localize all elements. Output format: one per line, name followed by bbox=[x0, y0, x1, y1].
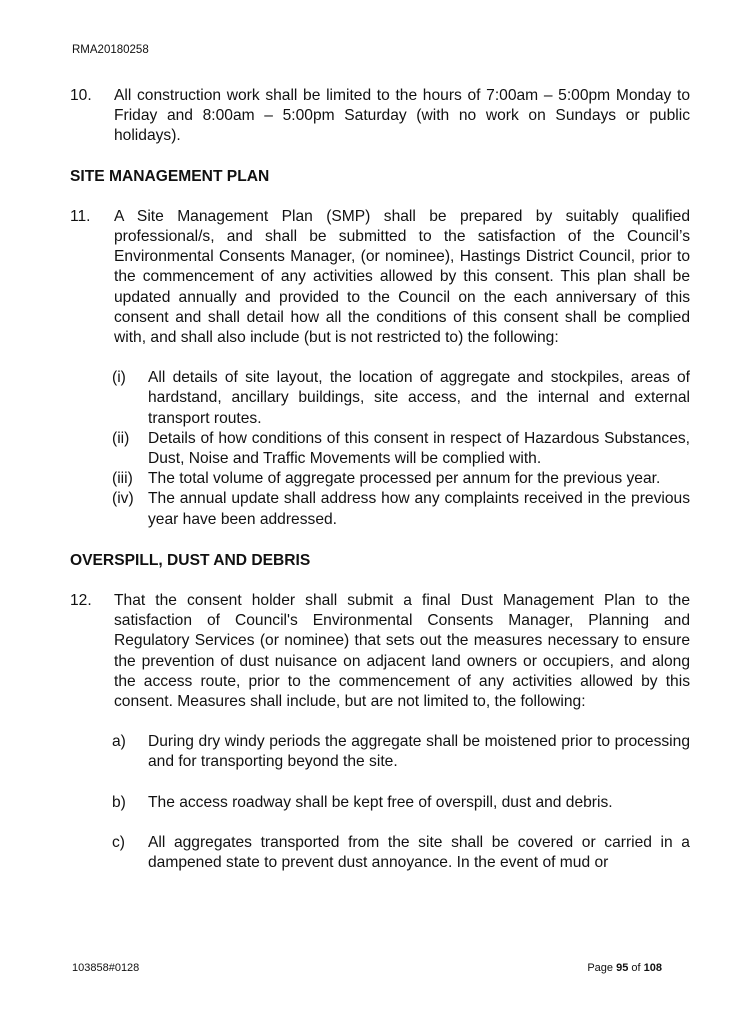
list-item-text: All details of site layout, the location of aggregate and stockpiles, areas of hardstand, ancillary buildings, site access, and the internal and external transport routes. bbox=[148, 369, 690, 427]
list-item-text: All aggregates transported from the site shall be covered or carried in a dampened state to prevent dust annoyance. In the event of mud or bbox=[148, 833, 690, 872]
list-item-text: The access roadway shall be kept free of overspill, dust and debris. bbox=[148, 793, 613, 811]
list-item-text: During dry windy periods the aggregate shall be moistened prior to processing and for transporting beyond the site. bbox=[148, 733, 690, 771]
list-item-label: (iv) bbox=[112, 490, 134, 508]
clause-12 bbox=[70, 591, 690, 712]
clause-11-list bbox=[70, 368, 690, 530]
list-item bbox=[112, 489, 690, 529]
list-item-label: (ii) bbox=[112, 429, 130, 447]
clause-11 bbox=[70, 207, 690, 348]
clause-text: All construction work shall be limited to the hours of 7:00am – 5:00pm Monday to Friday and 8:00am – 5:00pm Saturday (with no work on Sundays or public holidays). bbox=[114, 87, 690, 145]
clause-text: That the consent holder shall submit a final Dust Management Plan to the satisfaction of Council's Environmental Consents Manager, Planning and Regulatory Services (or nominee) that sets out the measures necessary to ensure the prevention of dust nuisance on adjacent land owners or occupiers, and along the access route, prior to the commencement of any activities allowed by this consent. Measures shall include, but are not limited to, the following: bbox=[114, 592, 690, 711]
list-item bbox=[112, 833, 690, 873]
header-reference: RMA20180258 bbox=[72, 44, 149, 56]
section-heading-site-management-plan: SITE MANAGEMENT PLAN bbox=[70, 167, 270, 185]
footer-page-number bbox=[587, 962, 662, 974]
clause-number: 11. bbox=[70, 207, 91, 225]
list-item bbox=[112, 732, 690, 772]
list-item-text: The total volume of aggregate processed per annum for the previous year. bbox=[148, 470, 661, 488]
clause-number: 10. bbox=[70, 87, 92, 104]
clause-12-list bbox=[70, 732, 690, 873]
clause-number: 12. bbox=[70, 592, 92, 610]
list-item-text: The annual update shall address how any complaints received in the previous year have been addressed. bbox=[148, 490, 690, 528]
list-item bbox=[112, 793, 690, 813]
list-item-label: c) bbox=[112, 833, 125, 851]
list-item-label: b) bbox=[112, 793, 126, 811]
list-item-label: (i) bbox=[112, 369, 126, 387]
clause-10 bbox=[70, 86, 690, 147]
page-prefix: Page bbox=[587, 962, 614, 974]
list-item bbox=[112, 429, 690, 469]
list-item-label: (iii) bbox=[112, 470, 133, 488]
page-of: of bbox=[631, 962, 641, 974]
page-content bbox=[70, 86, 690, 873]
page-current: 95 bbox=[616, 962, 629, 974]
page-total: 108 bbox=[643, 962, 662, 974]
clause-text: A Site Management Plan (SMP) shall be prepared by suitably qualified professional/s, and shall be submitted to the satisfaction of the Council’s Environmental Consents Manager, (or nominee), Hastings District Council, prior to the commencement of any activities allowed by this consent. This plan shall be updated annually and provided to the Council on the each anniversary of this consent and shall detail how all the conditions of this consent shall be complied with, and shall also include (but is not restricted to) the following: bbox=[114, 207, 690, 347]
footer-document-id: 103858#0128 bbox=[72, 962, 140, 974]
list-item bbox=[112, 469, 690, 489]
section-heading-overspill-dust-debris: OVERSPILL, DUST AND DEBRIS bbox=[70, 551, 311, 569]
list-item bbox=[112, 368, 690, 429]
list-item-text: Details of how conditions of this consent in respect of Hazardous Substances, Dust, Noise and Traffic Movements will be complied with. bbox=[148, 429, 690, 468]
list-item-label: a) bbox=[112, 733, 126, 751]
